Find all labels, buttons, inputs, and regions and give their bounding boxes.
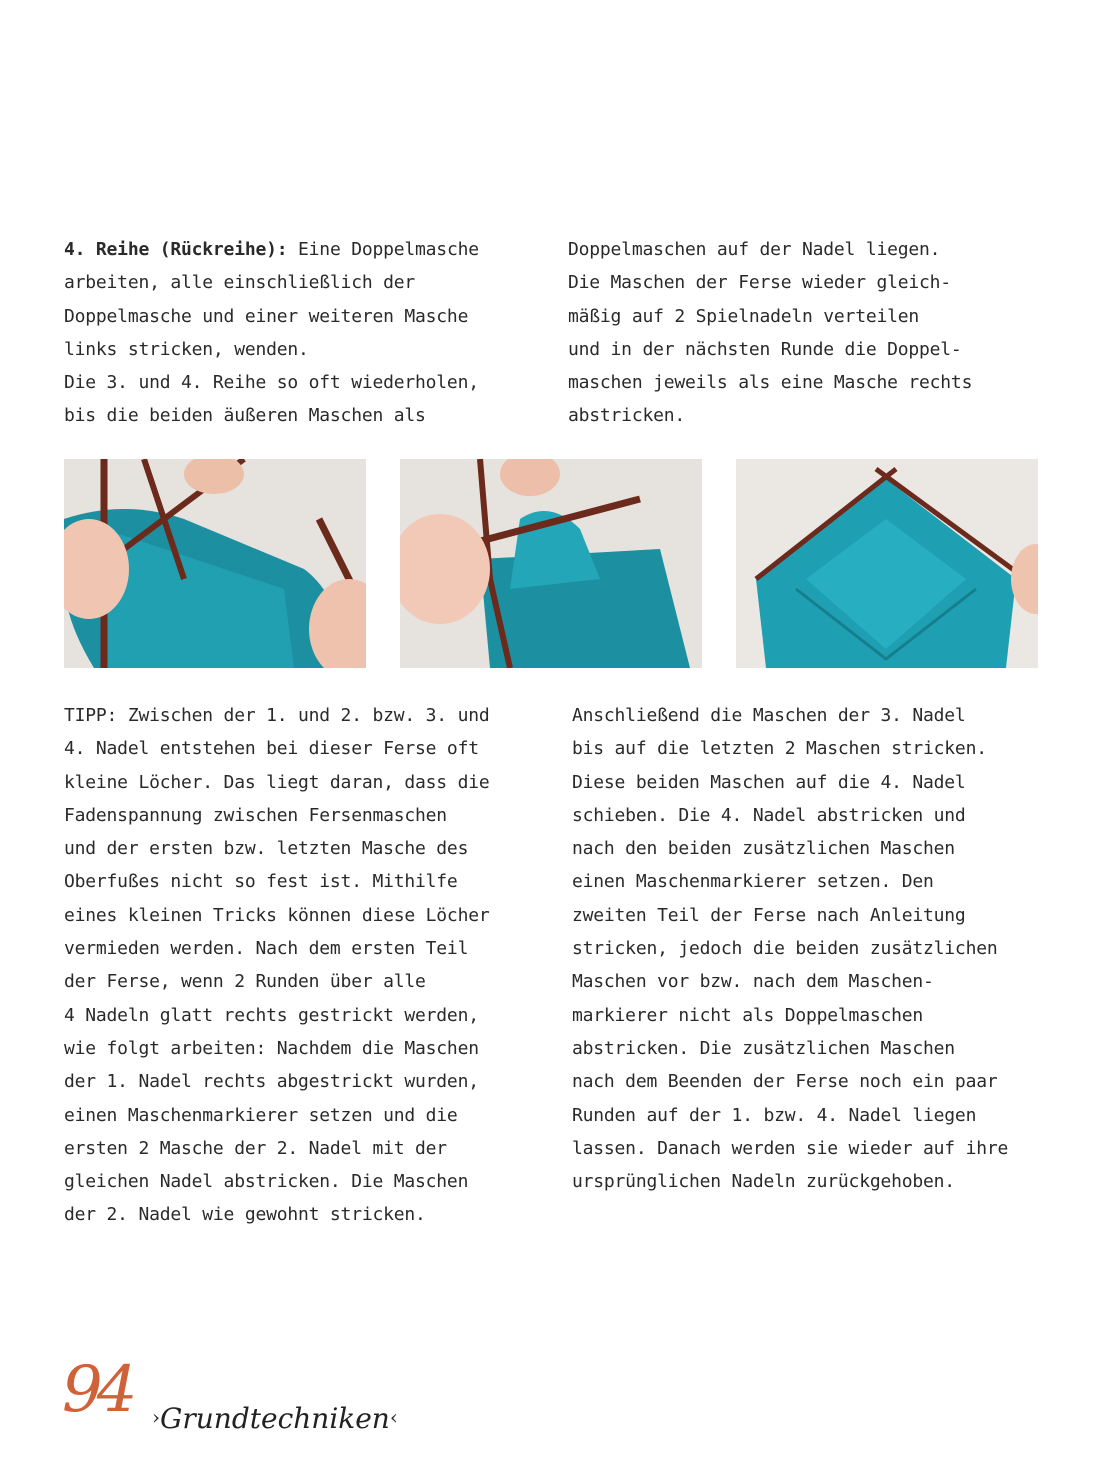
paragraph-line: zweiten Teil der Ferse nach Anleitung <box>572 904 966 926</box>
text-column-top-right <box>568 233 972 433</box>
paragraph-line: kleine Löcher. Das liegt daran, dass die <box>64 771 490 793</box>
paragraph-line: nach dem Beenden der Ferse noch ein paar <box>572 1071 998 1093</box>
row-heading: 4. Reihe (Rückreihe): <box>64 239 288 260</box>
paragraph-line: arbeiten, alle einschließlich der <box>64 272 416 294</box>
text-column-bottom-left <box>64 699 489 1232</box>
paragraph-line: 4. Nadel entstehen bei dieser Ferse oft <box>64 738 479 760</box>
paragraph-line: lassen. Danach werden sie wieder auf ihre <box>572 1137 1009 1159</box>
text-column-top-left <box>64 233 479 433</box>
paragraph-line: Anschließend die Maschen der 3. Nadel <box>572 705 966 726</box>
paragraph-line: wie folgt arbeiten: Nachdem die Maschen <box>64 1037 479 1059</box>
paragraph-line: Maschen vor bzw. nach dem Maschen- <box>572 971 934 993</box>
knitting-photo-1 <box>64 459 366 668</box>
paragraph-line <box>64 233 479 266</box>
paragraph-line: der 2. Nadel wie gewohnt stricken. <box>64 1204 426 1226</box>
text-column-bottom-right <box>572 699 1008 1198</box>
paragraph-line: abstricken. Die zusätzlichen Maschen <box>572 1037 955 1059</box>
paragraph-line: bis die beiden äußeren Maschen als <box>64 405 426 427</box>
paragraph-line: der Ferse, wenn 2 Runden über alle <box>64 971 426 993</box>
chevron-right-icon: › <box>152 1405 160 1429</box>
knitting-photo-2 <box>400 459 702 668</box>
paragraph-line: ersten 2 Masche der 2. Nadel mit der <box>64 1137 447 1159</box>
paragraph-line: bis auf die letzten 2 Maschen stricken. <box>572 738 987 760</box>
paragraph-line: vermieden werden. Nach dem ersten Teil <box>64 938 469 960</box>
line-text: Eine Doppelmasche <box>287 239 479 260</box>
paragraph-line: abstricken. <box>568 405 686 427</box>
paragraph-line: der 1. Nadel rechts abgestrickt wurden, <box>64 1071 479 1093</box>
paragraph-line: TIPP: Zwischen der 1. und 2. bzw. 3. und <box>64 705 490 726</box>
paragraph-line: Runden auf der 1. bzw. 4. Nadel liegen <box>572 1104 977 1126</box>
paragraph-line: ursprünglichen Nadeln zurückgehoben. <box>572 1171 955 1193</box>
paragraph-line: eines kleinen Tricks können diese Löcher <box>64 904 490 926</box>
paragraph-line: maschen jeweils als eine Masche rechts <box>568 372 973 394</box>
knitting-photo-3 <box>736 459 1038 668</box>
paragraph-line: markierer nicht als Doppelmaschen <box>572 1004 924 1026</box>
paragraph-line: Die 3. und 4. Reihe so oft wiederholen, <box>64 372 479 394</box>
paragraph-line: einen Maschenmarkierer setzen. Den <box>572 871 934 893</box>
paragraph-line: Diese beiden Maschen auf die 4. Nadel <box>572 771 966 793</box>
paragraph-line: Doppelmasche und einer weiteren Masche <box>64 305 469 327</box>
section-name: Grundtechniken <box>160 1402 390 1435</box>
paragraph-line: Oberfußes nicht so fest ist. Mithilfe <box>64 871 458 893</box>
paragraph-line: einen Maschenmarkierer setzen und die <box>64 1104 458 1126</box>
paragraph-line: Fadenspannung zwischen Fersenmaschen <box>64 804 447 826</box>
paragraph-line: Doppelmaschen auf der Nadel liegen. <box>568 239 941 260</box>
paragraph-line: gleichen Nadel abstricken. Die Maschen <box>64 1171 469 1193</box>
paragraph-line: links stricken, wenden. <box>64 338 309 360</box>
paragraph-line: 4 Nadeln glatt rechts gestrickt werden, <box>64 1004 479 1026</box>
paragraph-line: und der ersten bzw. letzten Masche des <box>64 838 469 860</box>
paragraph-line: mäßig auf 2 Spielnadeln verteilen <box>568 305 920 327</box>
paragraph-line: schieben. Die 4. Nadel abstricken und <box>572 804 966 826</box>
page-number: 94 <box>62 1353 132 1427</box>
paragraph-line: Die Maschen der Ferse wieder gleich- <box>568 272 951 294</box>
paragraph-line: nach den beiden zusätzlichen Maschen <box>572 838 955 860</box>
paragraph-line: stricken, jedoch die beiden zusätzlichen <box>572 938 998 960</box>
paragraph-line: und in der nächsten Runde die Doppel- <box>568 338 962 360</box>
chevron-left-icon: ‹ <box>389 1405 398 1429</box>
section-label <box>152 1402 398 1435</box>
